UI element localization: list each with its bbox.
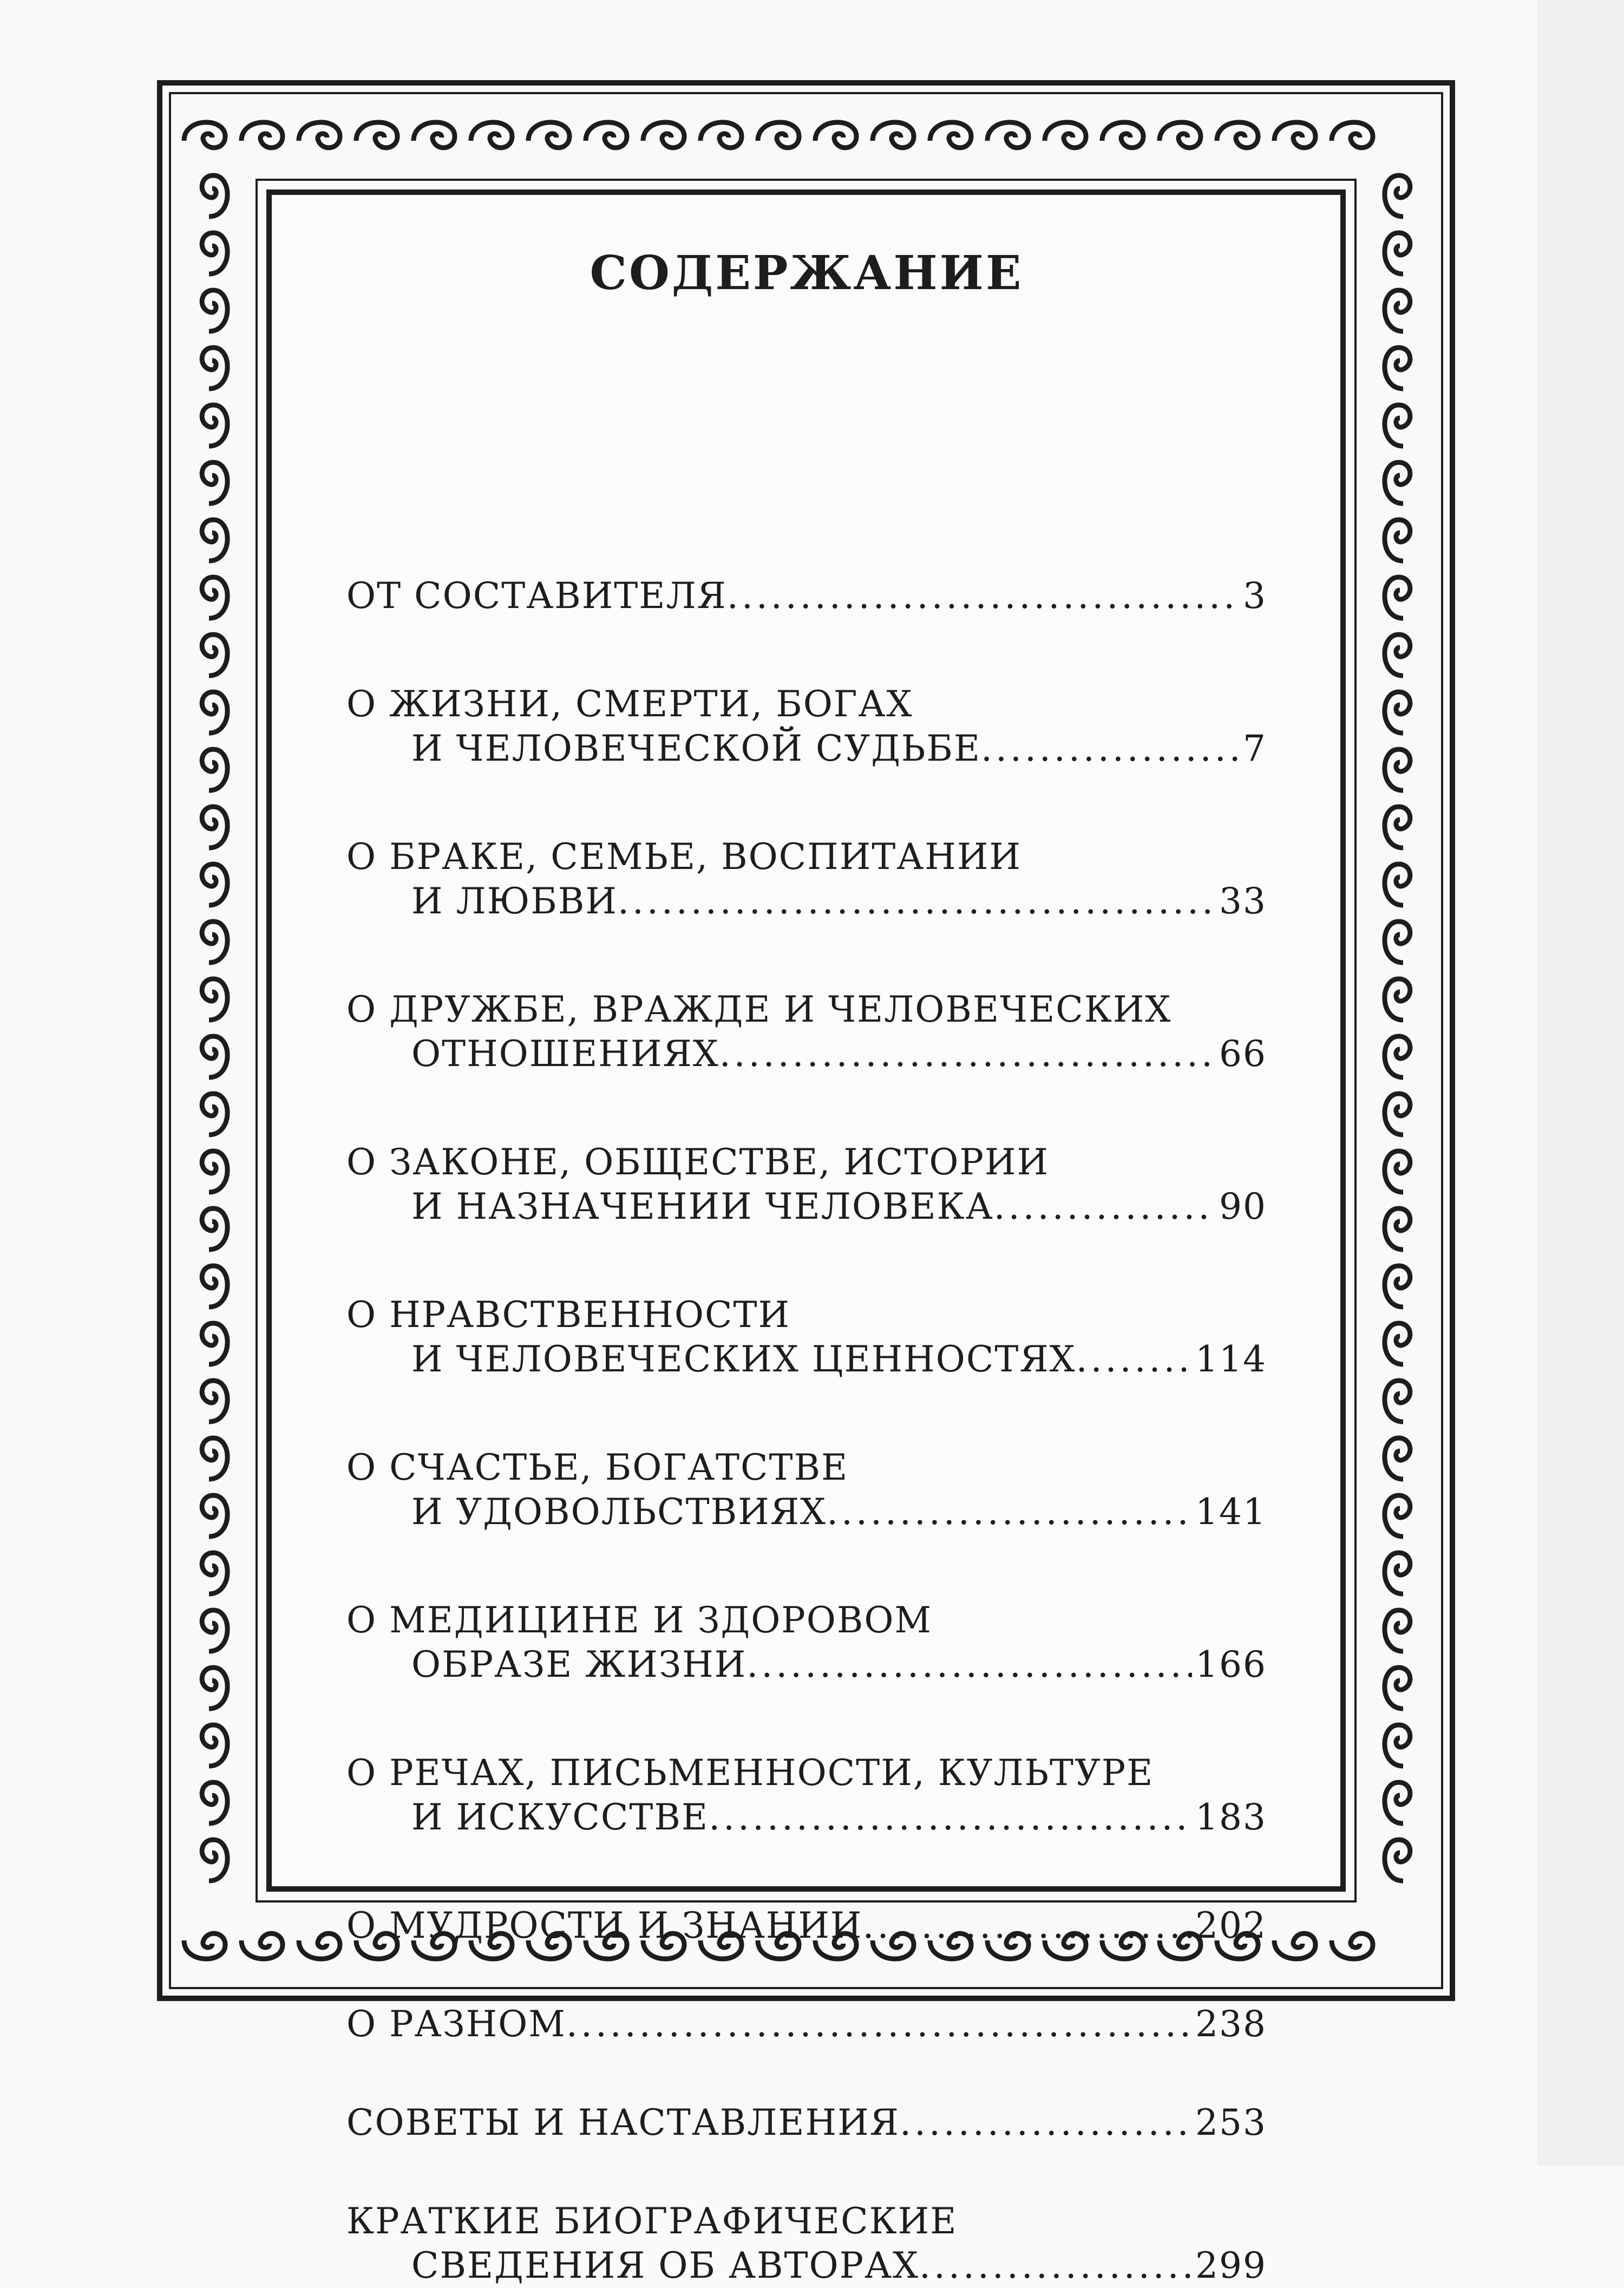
toc-entry-title: О СЧАСТЬЕ, БОГАТСТВЕ [346, 1447, 849, 1488]
toc-entry-title: И ЧЕЛОВЕЧЕСКИХ ЦЕННОСТЯХ [411, 1338, 1076, 1380]
toc-page-number: 90 [1219, 1186, 1267, 1227]
toc-page-number: 141 [1195, 1491, 1267, 1533]
toc-entry-title: СВЕДЕНИЯ ОБ АВТОРАХ [411, 2245, 919, 2286]
dot-leader [919, 2244, 1192, 2288]
toc-entry-line [346, 1032, 1267, 1076]
toc-page-number: 299 [1195, 2245, 1267, 2286]
toc-entry-title: О РЕЧАХ, ПИСЬМЕННОСТИ, КУЛЬТУРЕ [346, 1752, 1154, 1794]
toc-page-number: 166 [1195, 1644, 1267, 1685]
toc-entry-title: О ЖИЗНИ, СМЕРТИ, БОГАХ [346, 683, 913, 725]
toc-entry[interactable] [346, 988, 1267, 1076]
dot-leader [827, 1490, 1192, 1534]
toc-entry-title: И ИСКУССТВЕ [411, 1796, 709, 1838]
toc-entry-title: ОТ СОСТАВИТЕЛЯ [346, 575, 727, 617]
toc-entry-title: И НАЗНАЧЕНИИ ЧЕЛОВЕКА [411, 1186, 994, 1227]
toc-entry-line [346, 1598, 1267, 1643]
dot-leader [727, 574, 1240, 618]
toc-entry-line [346, 835, 1267, 879]
toc-entry[interactable] [346, 1598, 1267, 1687]
toc-entry-title: И УДОВОЛЬСТВИЯХ [411, 1491, 827, 1533]
toc-entry-title: И ЧЕЛОВЕЧЕСКОЙ СУДЬБЕ [411, 728, 981, 769]
toc-entry-line [346, 2199, 1267, 2244]
toc-page-number: 3 [1243, 575, 1267, 617]
toc-entry[interactable] [346, 2002, 1267, 2047]
toc-entry-line [346, 2002, 1267, 2047]
toc-page-number: 33 [1219, 880, 1267, 922]
toc-entry-line [346, 1904, 1267, 1948]
toc-entry-title: КРАТКИЕ БИОГРАФИЧЕСКИЕ [346, 2200, 958, 2242]
toc-page-number: 114 [1195, 1338, 1267, 1380]
toc-entry[interactable] [346, 2199, 1267, 2288]
toc-entry[interactable] [346, 1293, 1267, 1382]
toc-entry-title: СОВЕТЫ И НАСТАВЛЕНИЯ [346, 2102, 900, 2143]
toc-entry-line [346, 1446, 1267, 1490]
dot-leader [709, 1795, 1192, 1840]
toc-entry[interactable] [346, 682, 1267, 771]
toc-page-number: 66 [1219, 1033, 1267, 1075]
toc-entry[interactable] [346, 574, 1267, 618]
dot-leader [746, 1643, 1192, 1687]
toc-page-number: 253 [1195, 2102, 1267, 2143]
toc-entry-title: О НРАВСТВЕННОСТИ [346, 1294, 791, 1336]
dot-leader [618, 879, 1216, 924]
dot-leader [862, 1904, 1192, 1948]
toc-entry-line [346, 574, 1267, 618]
toc-entry-title: О ЗАКОНЕ, ОБЩЕСТВЕ, ИСТОРИИ [346, 1141, 1050, 1183]
toc-entry-line [346, 1185, 1267, 1229]
contents-block [346, 238, 1267, 2286]
toc-entry[interactable] [346, 1751, 1267, 1840]
toc-entry[interactable] [346, 2101, 1267, 2145]
toc-entry-line [346, 1140, 1267, 1185]
toc-entry-line [346, 879, 1267, 924]
dot-leader [994, 1185, 1216, 1229]
toc-entry-line [346, 2101, 1267, 2145]
toc-entry-title: О ДРУЖБЕ, ВРАЖДЕ И ЧЕЛОВЕЧЕСКИХ [346, 989, 1172, 1030]
page-title: СОДЕРЖАНИЕ [590, 246, 1024, 300]
toc-entry-line [346, 1795, 1267, 1840]
toc-entry-title: О МЕДИЦИНЕ И ЗДОРОВОМ [346, 1599, 933, 1641]
toc-entry-line [346, 1293, 1267, 1337]
toc-entry-line [346, 1337, 1267, 1382]
toc-entry-line [346, 988, 1267, 1032]
toc-entry[interactable] [346, 1904, 1267, 1948]
toc-entry-title: И ЛЮБВИ [411, 880, 618, 922]
toc-entry-title: О МУДРОСТИ И ЗНАНИИ [346, 1905, 863, 1946]
dot-leader [1076, 1337, 1192, 1382]
toc-page-number: 202 [1195, 1905, 1267, 1946]
toc-entry-line [346, 2244, 1267, 2288]
toc-entry-line [346, 1643, 1267, 1687]
toc-entry-line [346, 1490, 1267, 1534]
toc-entry-title: ОТНОШЕНИЯХ [411, 1033, 719, 1075]
toc-entry-line [346, 727, 1267, 771]
toc-page-number: 183 [1195, 1796, 1267, 1838]
toc-entry[interactable] [346, 1446, 1267, 1534]
dot-leader [566, 2002, 1192, 2047]
toc-entry-title: ОБРАЗЕ ЖИЗНИ [411, 1644, 747, 1685]
toc-entry[interactable] [346, 1140, 1267, 1229]
toc-entry[interactable] [346, 835, 1267, 924]
dot-leader [719, 1032, 1216, 1076]
toc-page-number: 7 [1243, 728, 1267, 769]
toc-entry-line [346, 1751, 1267, 1795]
toc-page-number: 238 [1195, 2003, 1267, 2045]
toc-entry-line [346, 682, 1267, 727]
toc-entry-title: О БРАКЕ, СЕМЬЕ, ВОСПИТАНИИ [346, 836, 1021, 878]
dot-leader [900, 2101, 1192, 2145]
toc-entry-title: О РАЗНОМ [346, 2003, 566, 2045]
dot-leader [981, 727, 1240, 771]
